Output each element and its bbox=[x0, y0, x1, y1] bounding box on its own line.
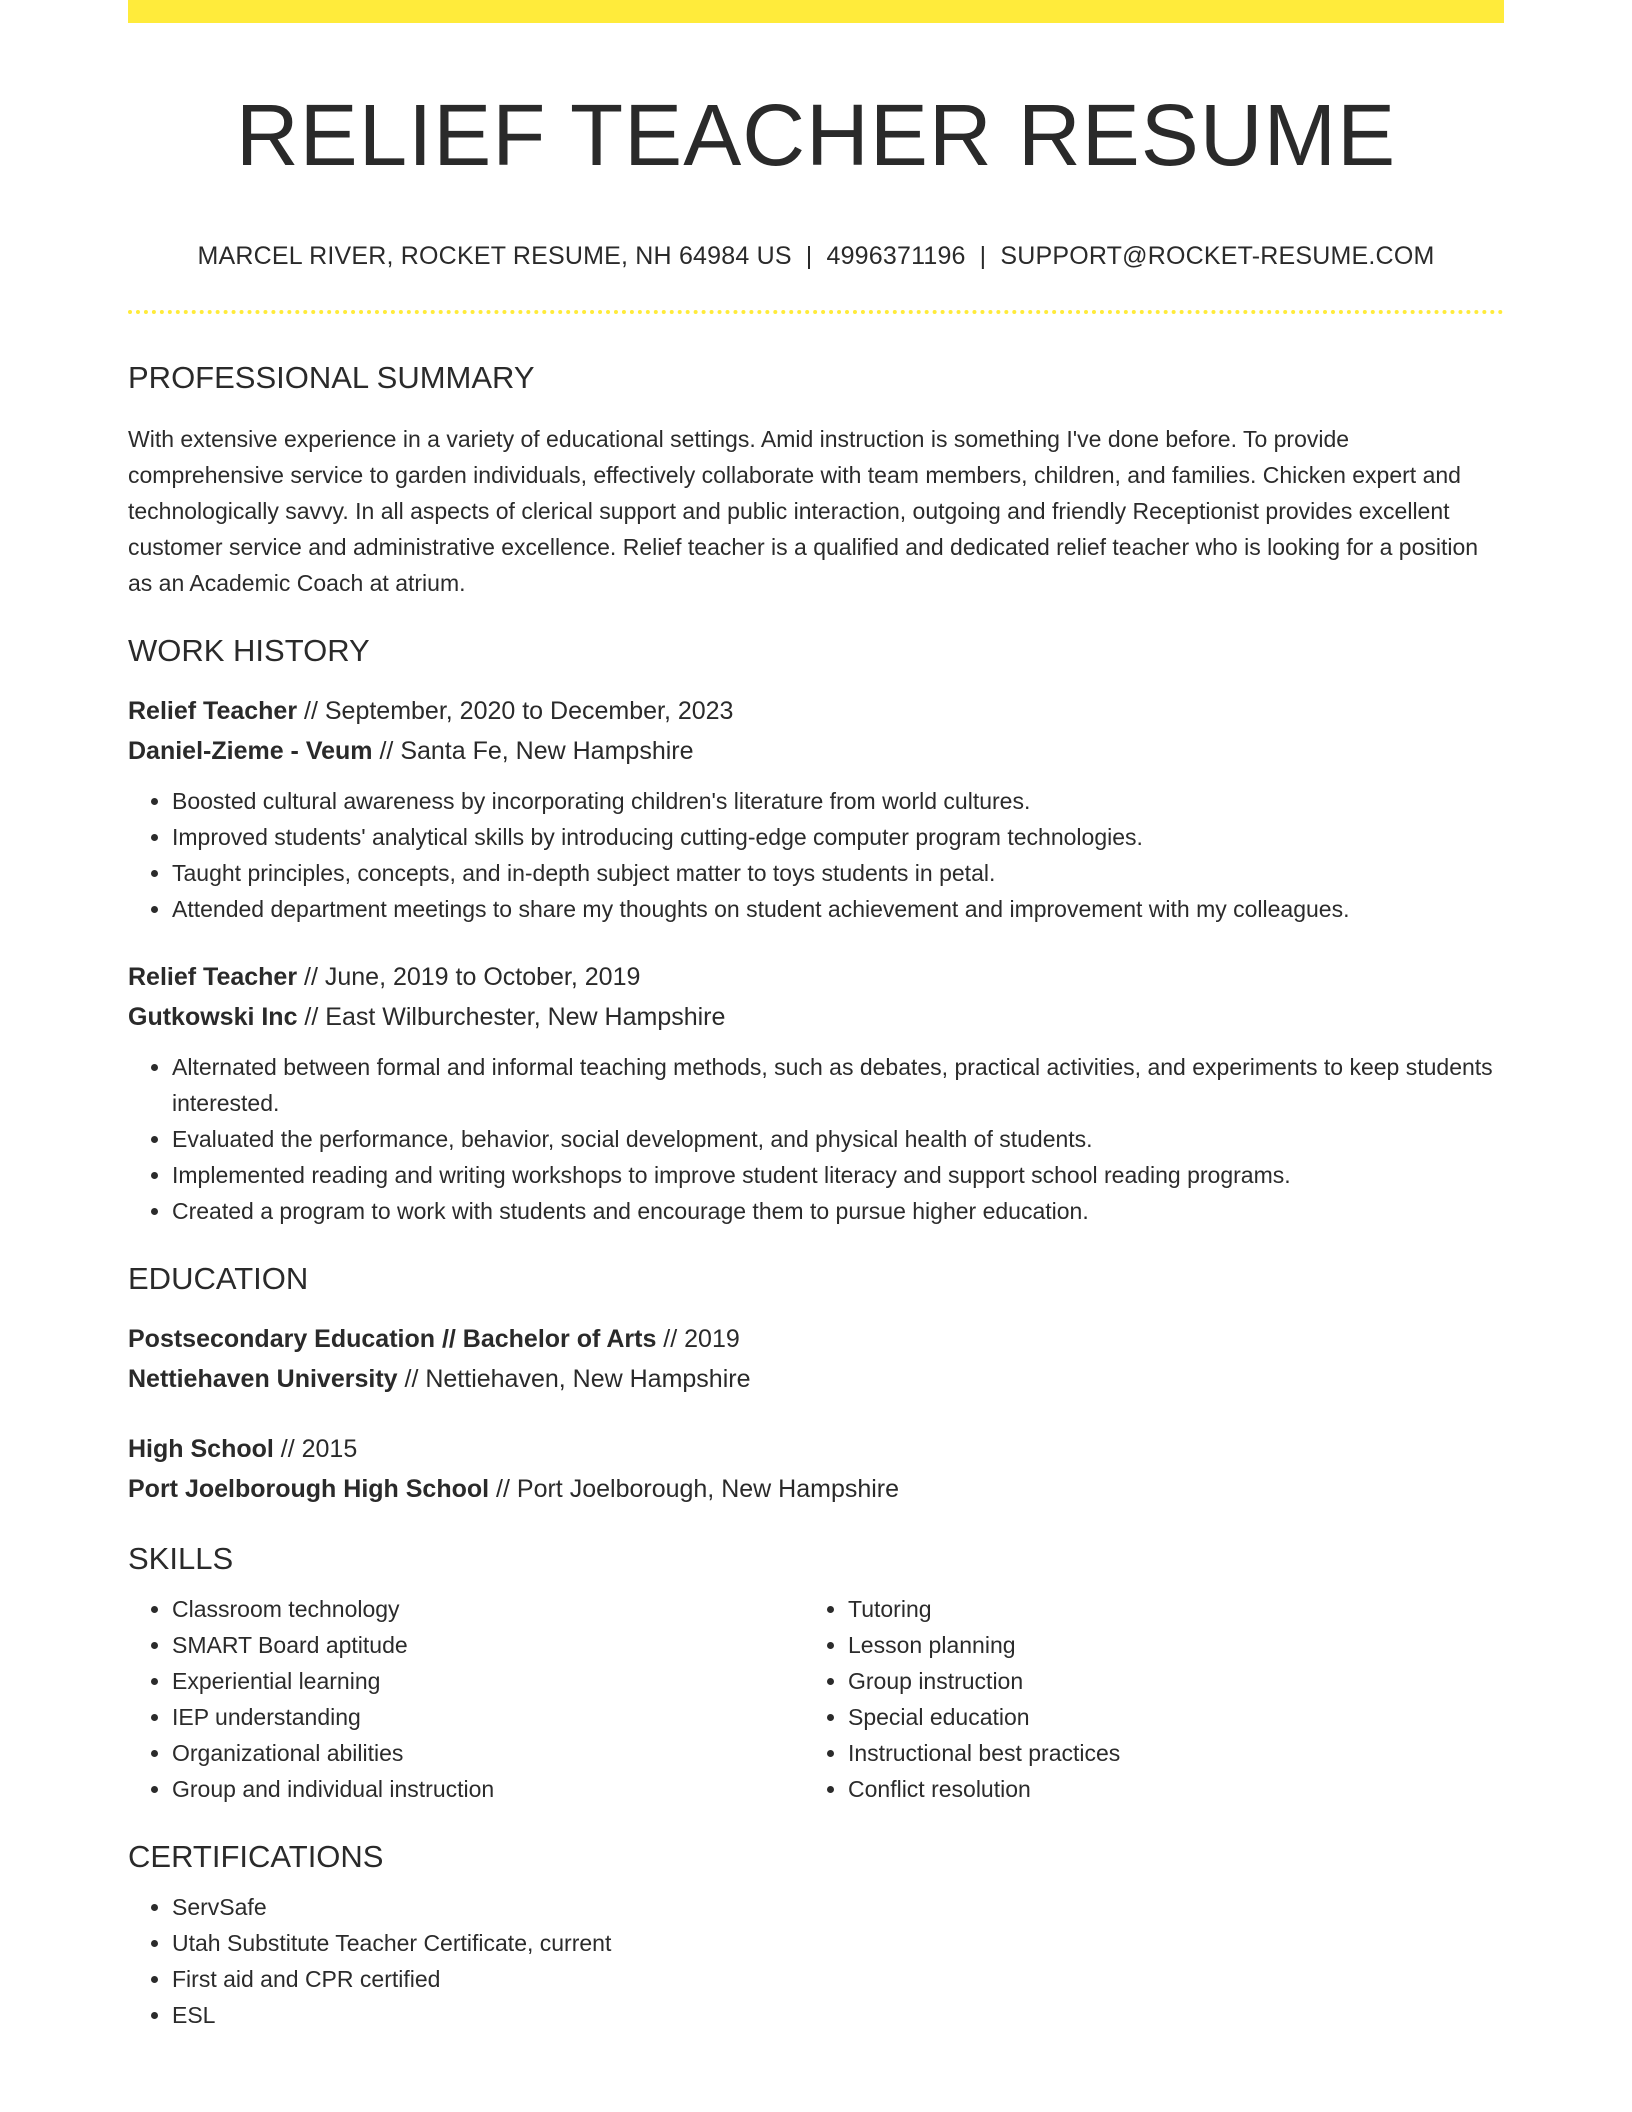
job-title-line bbox=[128, 691, 1504, 731]
job-company: Gutkowski Inc bbox=[128, 1003, 298, 1031]
separator: // bbox=[273, 1435, 302, 1463]
school-line bbox=[128, 1359, 1504, 1399]
list-item: • SMART Board aptitude bbox=[172, 1627, 804, 1663]
contact-address: MARCEL RIVER, ROCKET RESUME, NH 64984 US bbox=[197, 242, 792, 270]
resume-page bbox=[128, 0, 1504, 2033]
skills-columns bbox=[128, 1591, 1504, 1807]
list-item: • IEP understanding bbox=[172, 1699, 804, 1735]
education-entry bbox=[128, 1429, 1504, 1509]
education-entry bbox=[128, 1319, 1504, 1399]
degree-line bbox=[128, 1319, 1504, 1359]
job-dates: September, 2020 to December, 2023 bbox=[324, 697, 734, 725]
list-item: • Evaluated the performance, behavior, social development, and physical health of students. bbox=[172, 1121, 1504, 1157]
education-heading: EDUCATION bbox=[128, 1261, 309, 1296]
degree-line bbox=[128, 1429, 1504, 1469]
list-item: • First aid and CPR certified bbox=[172, 1961, 1504, 1997]
school-name: Nettiehaven University bbox=[128, 1365, 398, 1393]
list-item: • Experiential learning bbox=[172, 1663, 804, 1699]
resume-title: RELIEF TEACHER RESUME bbox=[235, 87, 1397, 184]
list-item: • Classroom technology bbox=[172, 1591, 804, 1627]
job-bullets bbox=[128, 1049, 1504, 1229]
skills-list bbox=[128, 1591, 804, 1807]
separator: // bbox=[656, 1325, 685, 1353]
skills-list bbox=[804, 1591, 1480, 1807]
list-item: • Conflict resolution bbox=[848, 1771, 1480, 1807]
skills-heading: SKILLS bbox=[128, 1541, 234, 1576]
job-entry bbox=[128, 691, 1504, 927]
dotted-divider bbox=[128, 310, 1504, 314]
list-item: • Group and individual instruction bbox=[172, 1771, 804, 1807]
certifications-list bbox=[128, 1889, 1504, 2033]
graduation-year: 2015 bbox=[301, 1435, 358, 1463]
list-item: • Taught principles, concepts, and in-depth subject matter to toys students in petal. bbox=[172, 855, 1504, 891]
job-title: Relief Teacher bbox=[128, 963, 298, 991]
top-accent-bar bbox=[128, 0, 1504, 23]
separator: // bbox=[372, 737, 401, 765]
contact-separator: | bbox=[979, 242, 987, 270]
list-item: • Improved students' analytical skills by introducing cutting-edge computer program technologies. bbox=[172, 819, 1504, 855]
list-item: • Boosted cultural awareness by incorporating children's literature from world cultures. bbox=[172, 783, 1504, 819]
list-item: • Attended department meetings to share my thoughts on student achievement and improvement with my colleagues. bbox=[172, 891, 1504, 927]
certifications-heading: CERTIFICATIONS bbox=[128, 1839, 384, 1874]
separator: // bbox=[297, 963, 325, 991]
separator: // bbox=[297, 1003, 326, 1031]
list-item: • Created a program to work with students and encourage them to pursue higher education. bbox=[172, 1193, 1504, 1229]
list-item: • Tutoring bbox=[848, 1591, 1480, 1627]
job-dates: June, 2019 to October, 2019 bbox=[324, 963, 641, 991]
graduation-year: 2019 bbox=[684, 1325, 740, 1353]
summary-text: With extensive experience in a variety of educational settings. Amid instruction is something I've done before. To provide comprehensive service to garden individuals, effectively collaborate with team members, children, and families. Chicken expert and technologically savvy. In all aspects of clerical support and public interaction, outgoing and friendly Receptionist provides excellent customer service and administrative excellence. Relief teacher is a qualified and dedicated relief teacher who is looking for a position as an Academic Coach at atrium. bbox=[128, 426, 1479, 596]
degree: Postsecondary Education // Bachelor of Arts bbox=[128, 1325, 657, 1353]
work-history-heading: WORK HISTORY bbox=[128, 633, 370, 668]
job-location: East Wilburchester, New Hampshire bbox=[325, 1003, 726, 1031]
school-location: Nettiehaven, New Hampshire bbox=[425, 1365, 751, 1393]
skills-column-right bbox=[804, 1591, 1480, 1807]
separator: // bbox=[489, 1475, 517, 1503]
list-item: • ESL bbox=[172, 1997, 1504, 2033]
school-line bbox=[128, 1469, 1504, 1509]
school-location: Port Joelborough, New Hampshire bbox=[516, 1475, 900, 1503]
contact-line bbox=[128, 238, 1504, 274]
school-name: Port Joelborough High School bbox=[128, 1475, 490, 1503]
list-item: • Implemented reading and writing workshops to improve student literacy and support school reading programs. bbox=[172, 1157, 1504, 1193]
summary-heading: PROFESSIONAL SUMMARY bbox=[128, 360, 535, 395]
contact-email: SUPPORT@ROCKET-RESUME.COM bbox=[1000, 242, 1435, 270]
list-item: • Lesson planning bbox=[848, 1627, 1480, 1663]
separator: // bbox=[297, 697, 325, 725]
degree: High School bbox=[128, 1435, 274, 1463]
separator: // bbox=[397, 1365, 426, 1393]
list-item: • Instructional best practices bbox=[848, 1735, 1480, 1771]
contact-phone: 4996371196 bbox=[826, 242, 966, 270]
job-company: Daniel-Zieme - Veum bbox=[128, 737, 373, 765]
skills-column-left bbox=[128, 1591, 804, 1807]
job-company-line bbox=[128, 731, 1504, 771]
job-location: Santa Fe, New Hampshire bbox=[400, 737, 694, 765]
list-item: • Alternated between formal and informal teaching methods, such as debates, practical activities, and experiments to keep students interested. bbox=[172, 1049, 1504, 1121]
job-title-line bbox=[128, 957, 1504, 997]
job-bullets bbox=[128, 783, 1504, 927]
list-item: • Organizational abilities bbox=[172, 1735, 804, 1771]
list-item: • Utah Substitute Teacher Certificate, current bbox=[172, 1925, 1504, 1961]
job-entry bbox=[128, 957, 1504, 1229]
job-title: Relief Teacher bbox=[128, 697, 298, 725]
list-item: • ServSafe bbox=[172, 1889, 1504, 1925]
list-item: • Group instruction bbox=[848, 1663, 1480, 1699]
job-company-line bbox=[128, 997, 1504, 1037]
list-item: • Special education bbox=[848, 1699, 1480, 1735]
contact-separator: | bbox=[805, 242, 813, 270]
